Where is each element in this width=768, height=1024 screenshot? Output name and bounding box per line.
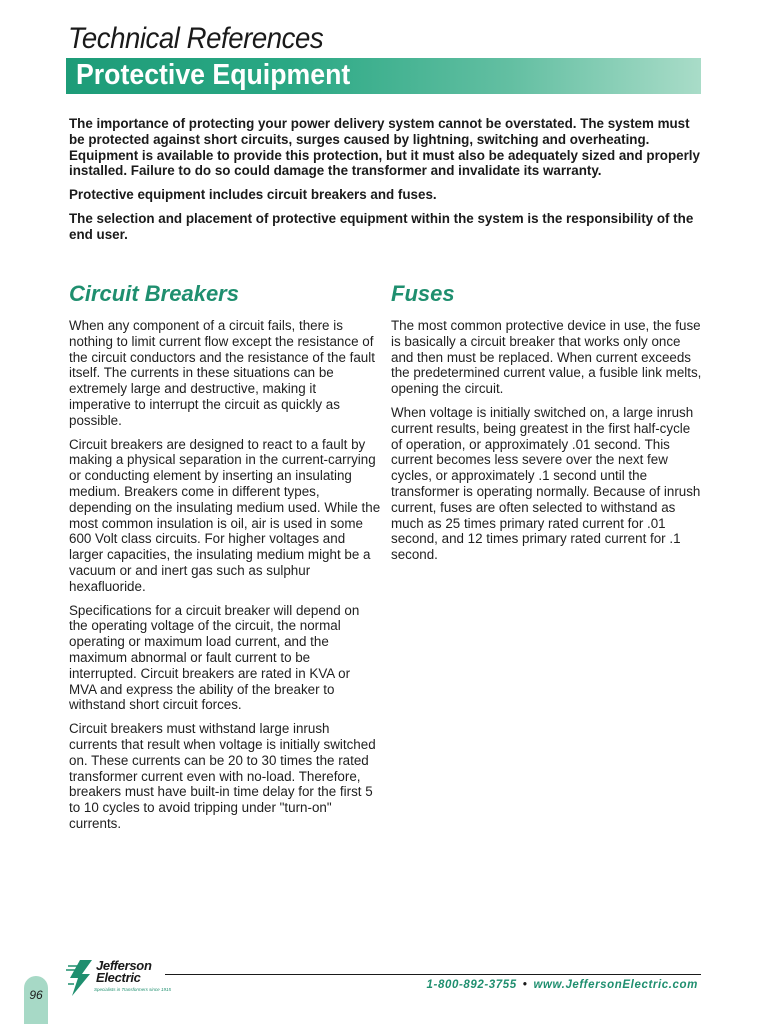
circuit-breakers-paragraph: Specifications for a circuit breaker will depend on the operating voltage of the circuit, the normal operating or maximum load current, and the maximum abnormal or fault current to be interrupted. Circuit breakers are rated in KVA or MVA and express the ability of the breaker to withstand short circuit forces. (69, 602, 360, 713)
fuses-paragraph: When voltage is initially switched on, a large inrush current results, being greatest in the first half-cycle of operation, or approximately .01 second. This current becomes less severe over the next few cycles, or approximately .1 second until the transformer is operating normally. Because of inrush current, fuses are often selected to withstand as much as 25 times primary rated current for .01 second, and 12 times primary rated current for .1 second. (391, 404, 701, 563)
circuit-breakers-paragraph: Circuit breakers must withstand large inrush currents that result when voltage is initially switched on. These currents can be 20 to 30 times the rated transformer current even with no-load. Therefore, breakers must have built-in time delay for the first 5 to 10 cycles to avoid tripping under "turn-on" currents. (69, 721, 376, 831)
lightning-bolt-icon (66, 960, 96, 996)
footer-separator: • (522, 979, 528, 991)
circuit-breakers-paragraph: Circuit breakers are designed to react to a fault by making a physical separation in the current-carrying or conducting element by inserting an insulating medium. Breakers come in different types, depending on the insulating medium used. While the most common insulation is oil, air is used in some 600 Volt class circuits. For higher voltages and larger capacities, the insulating medium might be a vacuum or and inert gas such as sulphur hexafluoride. (69, 436, 381, 594)
fuses-heading: Fuses (391, 281, 455, 306)
intro-paragraph: The selection and placement of protective equipment within the system is the responsibility of the end user. (69, 210, 694, 242)
phone-number: 1-800-892-3755 (426, 979, 517, 991)
title-band (66, 58, 701, 94)
logo-brand-line1: Jefferson (96, 958, 152, 973)
footer-contact (427, 979, 698, 991)
intro (69, 116, 701, 251)
fuses-column (391, 280, 703, 571)
website-link[interactable]: www.JeffersonElectric.com (533, 979, 698, 991)
logo-brand (96, 960, 152, 984)
intro-paragraph: Protective equipment includes circuit breakers and fuses. (69, 187, 437, 203)
page-number: 96 (29, 988, 43, 1002)
circuit-breakers-heading: Circuit Breakers (69, 281, 239, 306)
footer-divider (165, 974, 701, 975)
section-label: Technical References (68, 22, 324, 55)
jefferson-electric-logo (66, 958, 176, 1000)
logo-brand-line2: Electric (96, 970, 141, 985)
fuses-paragraph: The most common protective device in use, the fuse is basically a circuit breaker that works only once and then must be replaced. When current exceeds the predetermined current value, a fusible link melts, opening the circuit. (391, 318, 702, 397)
page-number-tab (24, 976, 48, 1024)
page-title: Protective Equipment (76, 59, 351, 91)
circuit-breakers-paragraph: When any component of a circuit fails, there is nothing to limit current flow except the resistance of the circuit conductors and the resistance of the fault itself. The currents in these situations can be extremely large and destructive, making it imperative to interrupt the circuit as quickly as possible. (69, 318, 375, 428)
circuit-breakers-column (69, 280, 381, 840)
logo-tagline: Specialists in Transformers since 1915 (94, 987, 171, 992)
intro-paragraph: The importance of protecting your power delivery system cannot be overstated. The system must be protected against short circuits, surges caused by lightning, switching and overheating. Equipment is available to provide this protection, but it must also be adequately sized and properly installed. Failure to do so could damage the transformer and invalidate its warranty. (69, 116, 700, 179)
